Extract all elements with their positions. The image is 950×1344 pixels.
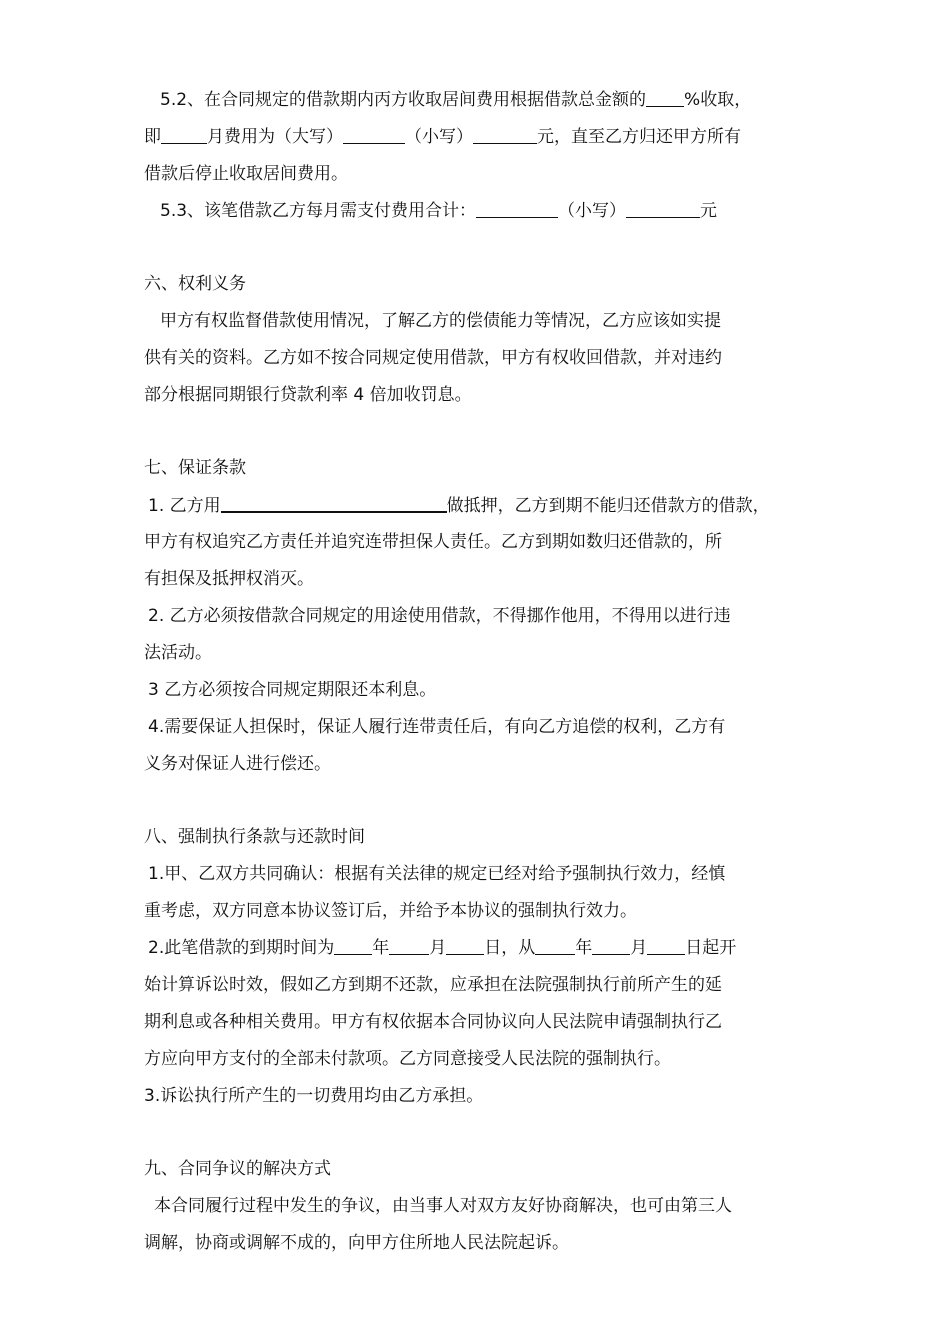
section-8-item-3: 3.诉讼执行所产生的一切费用均由乙方承担。: [144, 1086, 484, 1106]
clause-text: %收取，: [684, 90, 752, 110]
section-8-item-2-cont-1: 始计算诉讼时效，假如乙方到期不还款，应承担在法院强制执行前所产生的延: [144, 975, 722, 995]
clause-text: （小写）: [558, 201, 627, 221]
blank-total-words: [476, 199, 558, 218]
clause-text: 年: [575, 938, 593, 958]
clause-text: 1. 乙方用: [148, 496, 221, 516]
section-9-heading: 九、合同争议的解决方式: [144, 1159, 331, 1179]
clause-text: 日起开: [685, 938, 737, 958]
clause-text: 元: [700, 201, 718, 221]
section-8-heading: 八、强制执行条款与还款时间: [144, 827, 365, 847]
blank-due-month: [389, 936, 429, 955]
section-8-item-2: [148, 936, 736, 960]
clause-text: 日，从: [484, 938, 536, 958]
clause-text: 5.3、该笔借款乙方每月需支付费用合计：: [160, 201, 477, 221]
section-6-heading: 六、权利义务: [144, 274, 246, 294]
clause-5-2-line-1: [160, 88, 751, 112]
blank-start-day: [647, 936, 685, 955]
section-7-heading: 七、保证条款: [144, 458, 246, 478]
blank-due-day: [446, 936, 484, 955]
clause-text: （小写）: [405, 127, 473, 147]
blank-start-year: [535, 936, 575, 955]
section-8-item-1: 1.甲、乙双方共同确认：根据有关法律的规定已经对给予强制执行效力，经慎: [148, 864, 726, 884]
section-6-line-1: 甲方有权监督借款使用情况，了解乙方的偿债能力等情况，乙方应该如实提: [160, 311, 721, 331]
blank-percentage: [646, 88, 684, 107]
section-7-item-4: 4.需要保证人担保时，保证人履行连带责任后，有向乙方追偿的权利，乙方有: [148, 717, 726, 737]
clause-5-2-line-3: [144, 162, 348, 186]
section-7-item-4-cont: 义务对保证人进行偿还。: [144, 754, 331, 774]
section-8-item-1-cont: 重考虑，双方同意本协议签订后，并给予本协议的强制执行效力。: [144, 901, 637, 921]
clause-text: 月费用为（大写）: [207, 127, 343, 147]
clause-text: 5.2、在合同规定的借款期内丙方收取居间费用根据借款总金额的: [160, 90, 647, 110]
section-9-line-2: 调解，协商或调解不成的，向甲方住所地人民法院起诉。: [144, 1233, 569, 1253]
section-6-line-3: 部分根据同期银行贷款利率 4 倍加收罚息。: [144, 385, 472, 405]
blank-start-month: [592, 936, 630, 955]
blank-amount-words: [343, 125, 405, 144]
clause-text: 做抵押，乙方到期不能归还借款方的借款，: [446, 496, 770, 516]
section-9-line-1: 本合同履行过程中发生的争议，由当事人对双方友好协商解决，也可由第三人: [154, 1196, 732, 1216]
section-7-item-2-cont: 法活动。: [144, 643, 212, 663]
clause-text: 年: [372, 938, 390, 958]
section-7-item-2: 2. 乙方必须按借款合同规定的用途使用借款，不得挪作他用，不得用以进行违: [148, 606, 731, 626]
clause-text: 月: [429, 938, 447, 958]
section-6-line-2: 供有关的资料。乙方如不按合同规定使用借款，甲方有权收回借款，并对违约: [144, 348, 722, 368]
blank-collateral: [221, 493, 447, 513]
section-7-item-3: 3 乙方必须按合同规定期限还本利息。: [148, 680, 437, 700]
section-7-item-1-cont-1: 甲方有权追究乙方责任并追究连带担保人责任。乙方到期如数归还借款的，所: [144, 532, 722, 552]
blank-months: [161, 125, 207, 144]
blank-total-numeric: [626, 199, 700, 218]
section-7-item-1-cont-2: 有担保及抵押权消灭。: [144, 569, 314, 589]
blank-amount-numeric: [473, 125, 537, 144]
clause-5-2-line-2: [144, 125, 741, 149]
clause-text: 即: [144, 127, 161, 147]
clause-text: 元，直至乙方归还甲方所有: [537, 127, 741, 147]
clause-text: 月: [630, 938, 648, 958]
clause-5-3: [160, 199, 717, 223]
section-8-item-2-cont-3: 方应向甲方支付的全部未付款项。乙方同意接受人民法院的强制执行。: [144, 1049, 671, 1069]
blank-due-year: [334, 936, 372, 955]
clause-text: 2.此笔借款的到期时间为: [148, 938, 335, 958]
clause-text: 借款后停止收取居间费用。: [144, 164, 348, 184]
section-8-item-2-cont-2: 期利息或各种相关费用。甲方有权依据本合同协议向人民法院申请强制执行乙: [144, 1012, 722, 1032]
section-7-item-1: [148, 493, 770, 518]
